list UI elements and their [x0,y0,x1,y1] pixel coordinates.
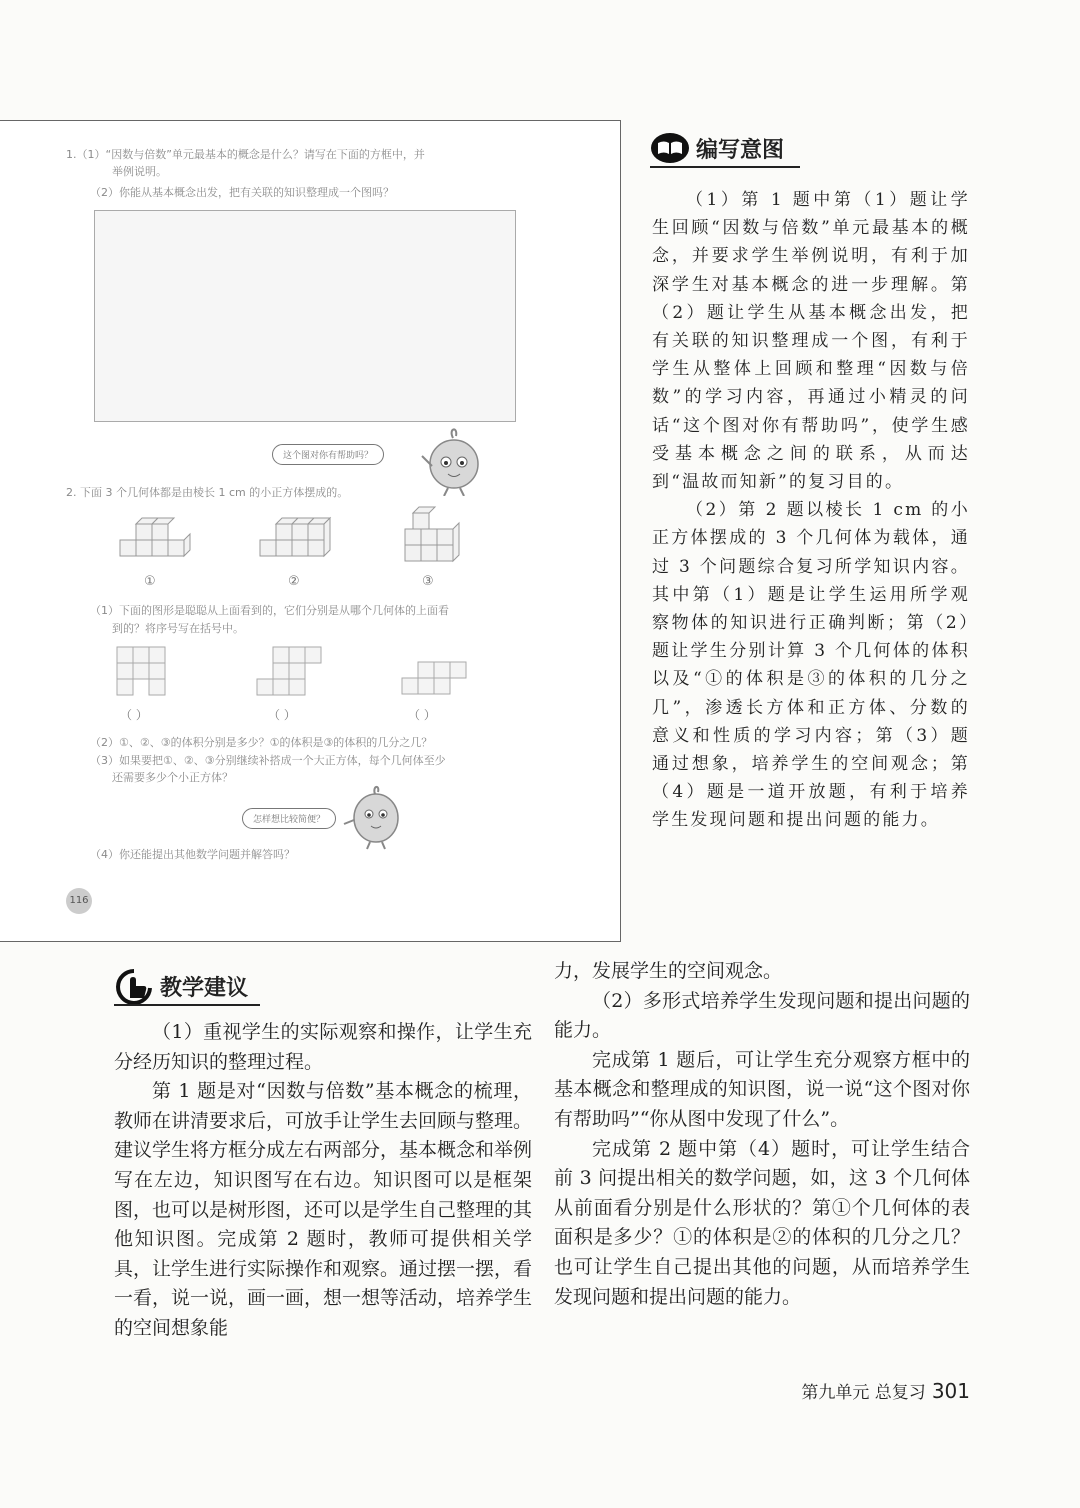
q1-line1b: 举例说明。 [112,165,167,178]
q2-3-line1: （3）如果要把①、②、③分别继续补搭成一个大正方体，每个几何体至少 [90,754,446,767]
q2-1-line2: 到的？将序号写在括号中。 [112,622,244,635]
answer-paren-1: （ ） [120,708,148,722]
cube-figure-1 [115,515,195,565]
top-view-grid-2 [255,645,325,697]
answer-paren-2: （ ） [268,708,296,722]
intent-underline [650,166,800,168]
suggestion-header [114,968,248,1004]
mascot-icon [418,426,488,496]
textbook-page-number: 116 [66,888,92,914]
fig-label-2: ② [288,574,300,589]
speech-bubble-1: 这个图对你有帮助吗？ [272,444,384,465]
intent-paragraph-1: （1）第 1 题中第（1）题让学生回顾“因数与倍数”单元最基本的概念，并要求学生举例说明，有利于加深学生对基本概念的进一步理解。第（2）题让学生从基本概念出发，把有关联的知识整理成一个图，有利于学生从整体上回顾和整理“因数与倍数”的学习内容，再通过小精灵的问话“这个图对你有帮助吗”，使学生感受基本概念之间的联系，从而达到“温故而知新”的复习目的。 [652,190,970,493]
answer-paren-3: （ ） [408,708,436,722]
suggestion-left-paragraph-2: 第 1 题是对“因数与倍数”基本概念的梳理，教师在讲清要求后，可放手让学生去回顾与整理。建议学生将方框分成左右两部分，基本概念和举例写在左边，知识图写在右边。知识图可以是框架图，也可以是树形图，还可以是学生自己整理的其他知识图。完成第 2 题时，教师可提供相关学具，让学生进行实际操作和观察。通过摆一摆，看一看，说一说，画一画，想一想等活动，培养学生的空间想象能 [114,1080,533,1339]
cube-figure-2 [255,510,340,565]
speech-bubble-2: 怎样想比较简便？ [242,808,336,829]
suggestion-left-column [114,1018,532,1344]
open-book-icon [650,132,690,164]
q1-line2: （2）你能从基本概念出发，把有关联的知识整理成一个图吗？ [90,186,394,199]
footer-page-number: 301 [931,1379,970,1403]
page-footer [801,1378,970,1403]
suggestion-right-column [554,957,970,1312]
suggestion-right-paragraph-3: 完成第 2 题中第（4）题时，可让学生结合前 3 问提出相关的数学问题，如，这 3 个几何体从前面看分别是什么形状的？第①个几何体的表面积是多少？①的体积是②的体积的几分之几？也可让学生自己提出其他的问题，从而培养学生发现问题和提出问题的能力。 [554,1137,970,1308]
mascot-icon [340,784,410,850]
intent-paragraph-2: （2）第 2 题以棱长 1 cm 的小正方体摆成的 3 个几何体为载体，通过 3 个问题综合复习所学知识内容。其中第（1）题是让学生运用所学观察物体的知识进行正确判断；第（2）题让学生分别计算 3 个几何体的体积以及“①的体积是③的体积的几分之几”，渗透长方体和正方体、分数的意义和性质的学习内容；第（3）题通过想象，培养学生的空间观念；第（4）题是一道开放题，有利于培养学生发现问题和提出问题的能力。 [652,500,970,831]
q2-2: （2）①、②、③的体积分别是多少？①的体积是③的体积的几分之几？ [90,736,433,749]
top-view-grid-1 [115,645,175,697]
q2-4: （4）你还能提出其他数学问题并解答吗？ [90,848,295,861]
q2-1-line1: （1）下面的图形是聪聪从上面看到的，它们分别是从哪个几何体的上面看 [90,604,449,617]
q2-intro: 2. 下面 3 个几何体都是由棱长 1 cm 的小正方体摆成的。 [66,486,349,499]
suggestion-left-paragraph-1: （1）重视学生的实际观察和操作，让学生充分经历知识的整理过程。 [114,1021,532,1073]
suggestion-right-paragraph-0: 力，发展学生的空间观念。 [554,960,783,982]
q2-3-line2: 还需要多少个小正方体？ [112,771,233,784]
answer-box [94,210,516,422]
suggestion-right-paragraph-1: （2）多形式培养学生发现问题和提出问题的能力。 [554,989,970,1042]
suggestion-title: 教学建议 [160,975,249,1001]
suggestion-underline [114,1004,260,1006]
teacher-hand-icon [114,968,154,1004]
cube-figure-3 [400,503,475,568]
suggestion-right-paragraph-2: 完成第 1 题后，可让学生充分观察方框中的基本概念和整理成的知识图，说一说“这个图对你有帮助吗”“你从图中发现了什么”。 [554,1048,970,1130]
q1-line1: 1.（1）“因数与倍数”单元最基本的概念是什么？请写在下面的方框中，并 [66,148,425,161]
intent-title: 编写意图 [696,137,785,163]
footer-unit: 第九单元 总复习 [801,1383,926,1403]
intent-header [650,132,784,164]
intent-body [652,186,970,835]
fig-label-1: ① [144,574,156,589]
top-view-grid-3 [400,660,470,698]
fig-label-3: ③ [422,574,434,589]
